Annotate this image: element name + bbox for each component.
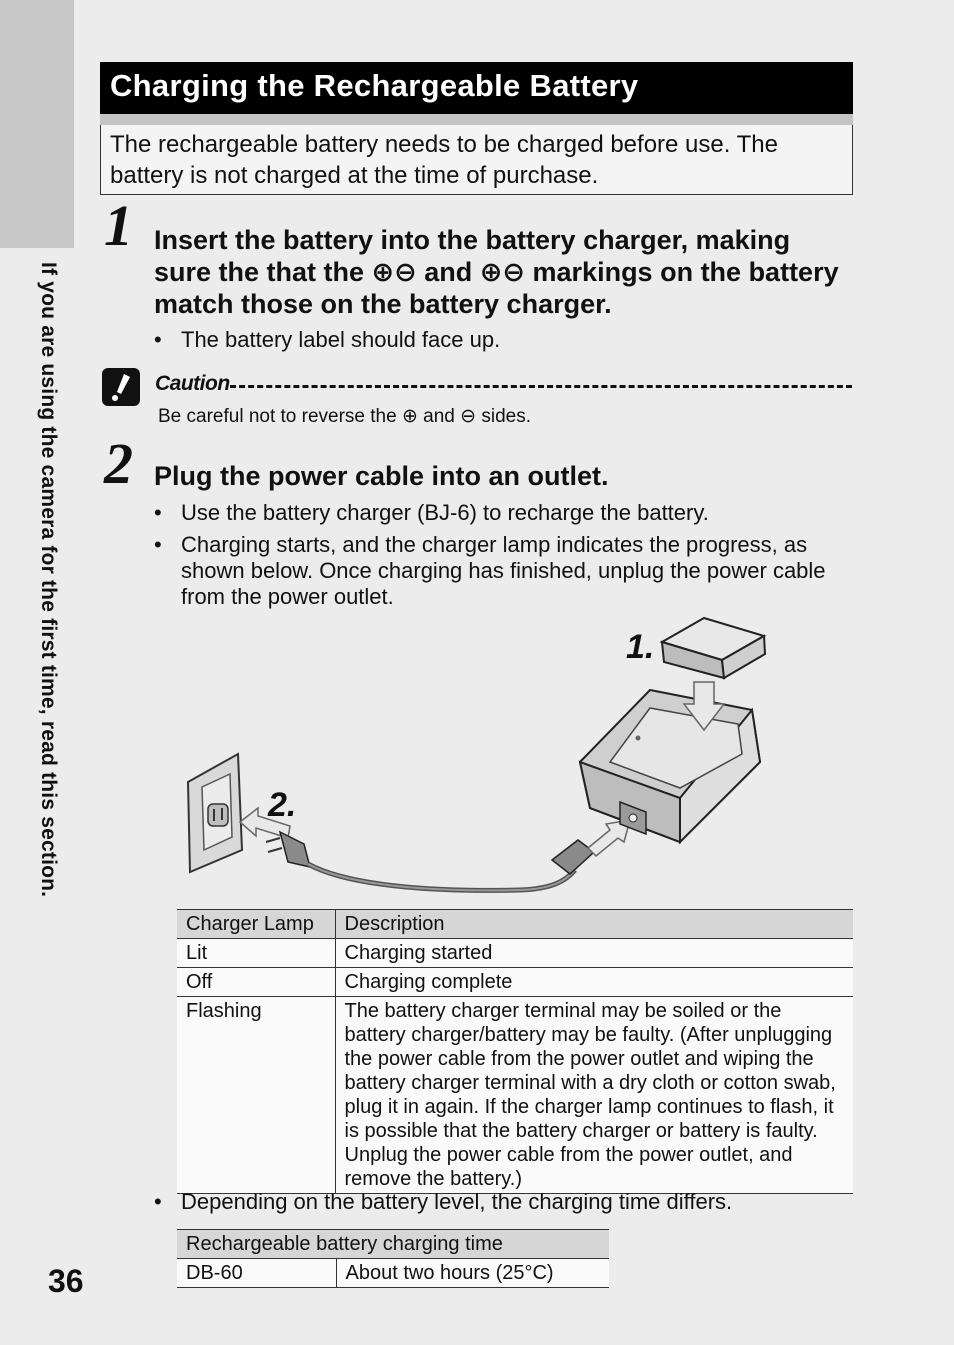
table-header-row (177, 910, 853, 939)
step-2-title: Plug the power cable into an outlet. (154, 461, 609, 491)
page-number: 36 (48, 1263, 84, 1299)
bullet-text: Depending on the battery level, the charging time differs. (181, 1189, 733, 1214)
power-plug-icon (266, 832, 310, 867)
table-header-row (177, 1230, 609, 1259)
caution-icon (102, 368, 140, 406)
battery-charger-icon (580, 690, 760, 842)
intro-box (100, 125, 853, 195)
table-cell: DB-60 (177, 1259, 336, 1288)
step-1-title-line: match those on the battery charger. (154, 289, 612, 319)
charger-illustration (180, 612, 780, 902)
bullet-dot: • (154, 500, 162, 525)
step-1-title-line: Insert the battery into the battery charger, making (154, 225, 791, 255)
table-cell: The battery charger terminal may be soiled or the battery charger/battery may be faulty. (After unplugging the power cable from the power outlet and wiping the battery charger terminal with a dry cloth or cotton swab, plug it in again. If the charger lamp continues to flash, it is possible that the battery charger or battery is faulty. Unplug the power cable from the power outlet, and remove the battery.) (335, 997, 853, 1194)
table-header-cell: Charger Lamp (177, 910, 335, 939)
table-cell: About two hours (25°C) (336, 1259, 609, 1288)
illustration-label-1: 1. (626, 628, 655, 666)
caution-label: Caution (155, 372, 230, 395)
table-row (177, 939, 853, 968)
step-1-number: 1 (104, 193, 133, 258)
table-row (177, 1259, 609, 1288)
illustration-label-2: 2. (268, 786, 297, 824)
table-header-cell: Rechargeable battery charging time (177, 1230, 609, 1259)
charging-time-table (177, 1229, 609, 1288)
table-header-cell: Description (335, 910, 853, 939)
bullet-text: Charging starts, and the charger lamp indicates the progress, as shown below. Once charging has finished, unplug the power cable from the power outlet. (181, 532, 826, 609)
caution-text: Be careful not to reverse the ⊕ and ⊖ sides. (158, 406, 531, 427)
page-title: Charging the Rechargeable Battery (110, 68, 639, 103)
side-section-label: If you are using the camera for the first time, read this section. (37, 262, 60, 898)
table-row (177, 997, 853, 1194)
table-row (177, 968, 853, 997)
battery-icon (662, 618, 765, 678)
table-cell: Lit (177, 939, 335, 968)
table-cell: Charging complete (335, 968, 853, 997)
cable-connector-icon (552, 840, 594, 874)
bullet-dot: • (154, 532, 162, 557)
bullet-text: The battery label should face up. (181, 327, 501, 352)
section-tab (0, 0, 74, 248)
table-cell: Charging started (335, 939, 853, 968)
bullet-dot: • (154, 327, 162, 352)
title-underline (100, 114, 853, 125)
table-cell: Off (177, 968, 335, 997)
intro-text: The rechargeable battery needs to be charged before use. The battery is not charged at the time of purchase. (110, 131, 779, 189)
step-1-title-line: sure the that the ⊕⊖ and ⊕⊖ markings on the battery (154, 257, 839, 287)
step-2-number: 2 (104, 431, 133, 496)
caution-divider (230, 385, 852, 388)
step-1-title (154, 224, 854, 320)
section-title-bar (100, 62, 853, 114)
wall-outlet-icon (188, 754, 242, 872)
bullet-text: Use the battery charger (BJ-6) to recharge the battery. (181, 500, 709, 525)
charger-lamp-table (177, 909, 853, 1194)
bullet-dot: • (154, 1189, 162, 1214)
table-cell: Flashing (177, 997, 335, 1194)
